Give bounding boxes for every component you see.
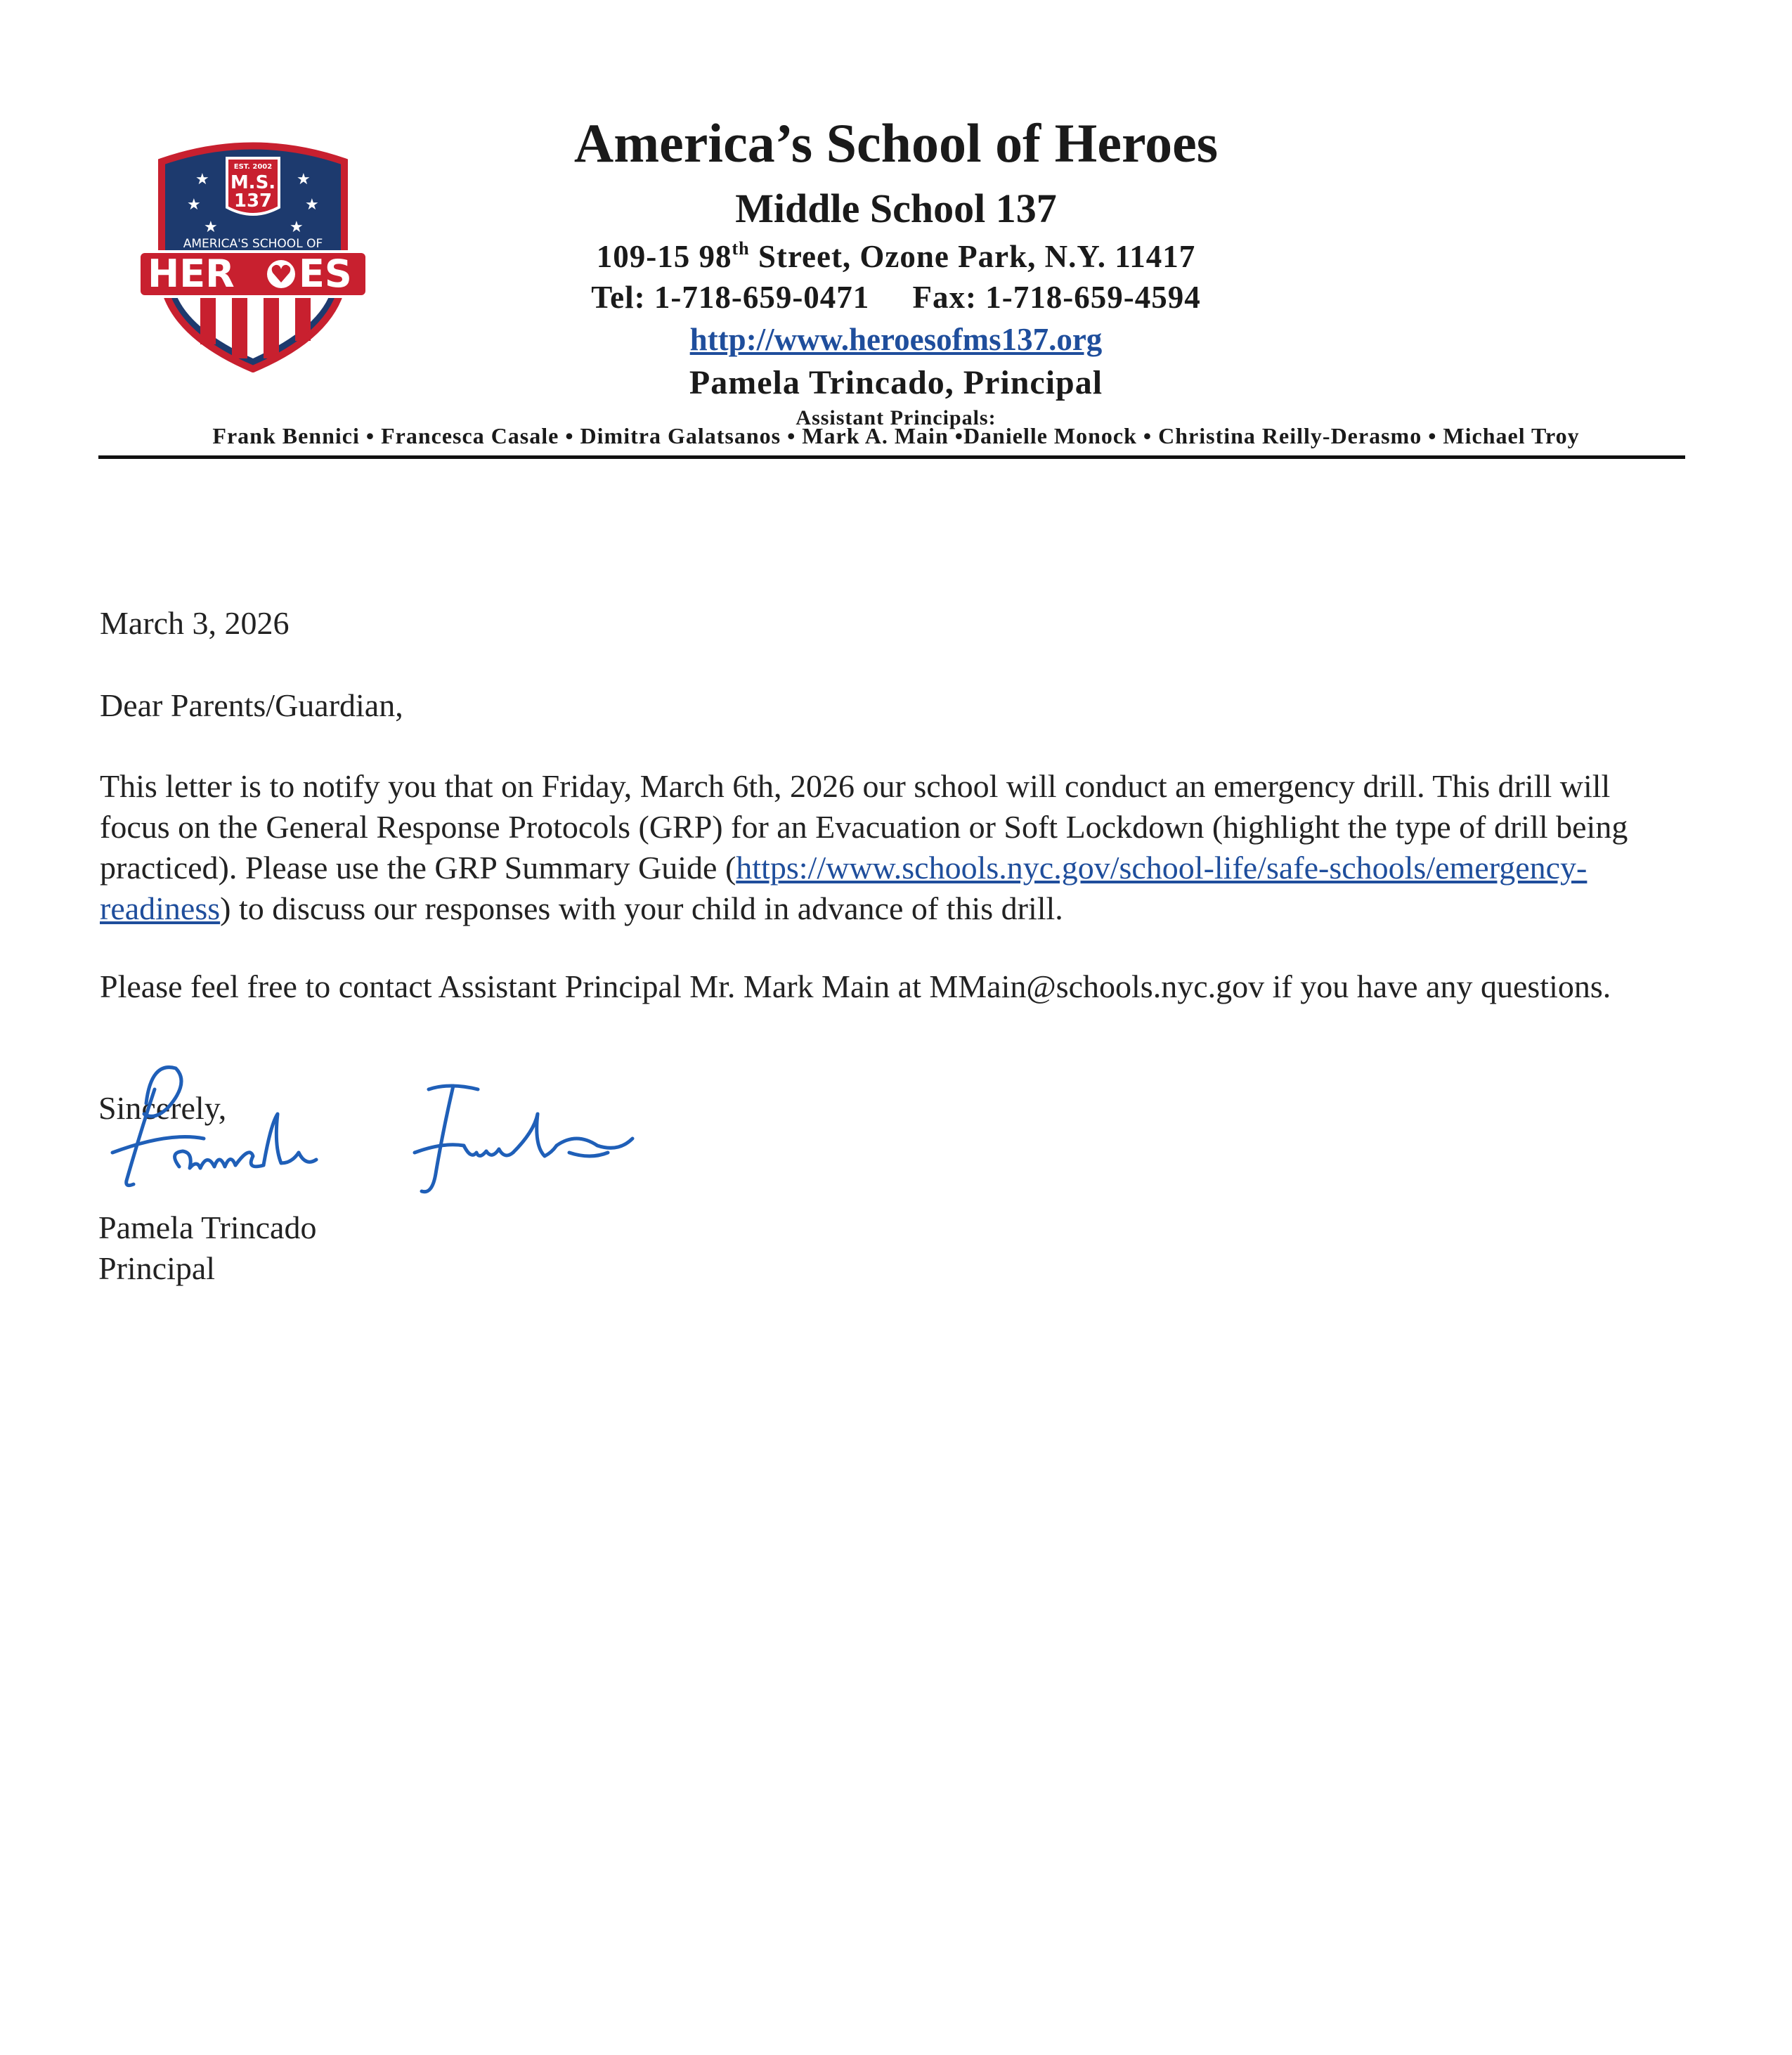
assistant-principals-label: Assistant Principals: (796, 406, 996, 429)
school-name: America’s School of Heroes (573, 112, 1219, 174)
svg-text:★: ★ (195, 171, 209, 188)
letter-paragraph-2: Please feel free to contact Assistant Principal Mr. Mark Main at MMain@schools.nyc.gov if you have any questions. (100, 968, 1611, 1004)
handwritten-signature (84, 1047, 661, 1209)
letter-date: March 3, 2026 (100, 605, 290, 641)
grp-guide-link[interactable]: https://www.schools.nyc.gov/school-life/safe-schools/emergency-readiness (100, 850, 1588, 926)
phone-fax-line: Tel: 1-718-659-0471 Fax: 1-718-659-4594 (591, 280, 1201, 315)
svg-text:HER: HER (148, 252, 235, 296)
svg-text:★: ★ (187, 196, 201, 214)
letter-closing: Sincerely, (98, 1090, 227, 1126)
svg-text:ES: ES (299, 252, 352, 296)
signer-title: Principal (98, 1250, 216, 1286)
signer-name: Pamela Trincado (98, 1210, 317, 1245)
letter-paragraph-1: This letter is to notify you that on Friday, March 6th, 2026 our school will conduct an emergency drill. This drill will focus on the General Response Protocols (GRP) for an Evacuation or Soft Lockdown (highlight the type of drill being practiced). Please use the GRP Summary Guide (https://www.schools.nyc.gov/school-life/safe-schools/emergency-readiness) to discuss our responses with your child in advance of this drill. (100, 768, 1628, 926)
svg-text:★: ★ (204, 219, 218, 236)
svg-text:M.S.: M.S. (230, 172, 276, 193)
letter-salutation: Dear Parents/Guardian, (100, 687, 403, 723)
school-website-link[interactable]: http://www.heroesofms137.org (689, 322, 1103, 357)
svg-text:137: 137 (233, 190, 273, 212)
svg-text:★: ★ (305, 196, 319, 214)
assistant-principals-list: Frank Bennici • Francesca Casale • Dimitra Galatsanos • Mark A. Main •Danielle Monock • Christina Reilly-Derasmo • Michael Troy (212, 423, 1580, 448)
school-address: 109-15 98th Street, Ozone Park, N.Y. 11417 (596, 238, 1196, 274)
letterhead (0, 0, 1792, 464)
school-subtitle: Middle School 137 (735, 186, 1057, 231)
letterhead-text-block (492, 105, 1300, 432)
letterhead-divider (98, 455, 1685, 459)
svg-text:★: ★ (290, 219, 304, 236)
principal-line: Pamela Trincado, Principal (689, 364, 1103, 401)
svg-text:AMERICA'S SCHOOL OF: AMERICA'S SCHOOL OF (183, 237, 323, 251)
svg-text:★: ★ (297, 171, 311, 188)
svg-text:EST. 2002: EST. 2002 (233, 163, 273, 171)
school-crest-logo (134, 134, 372, 372)
